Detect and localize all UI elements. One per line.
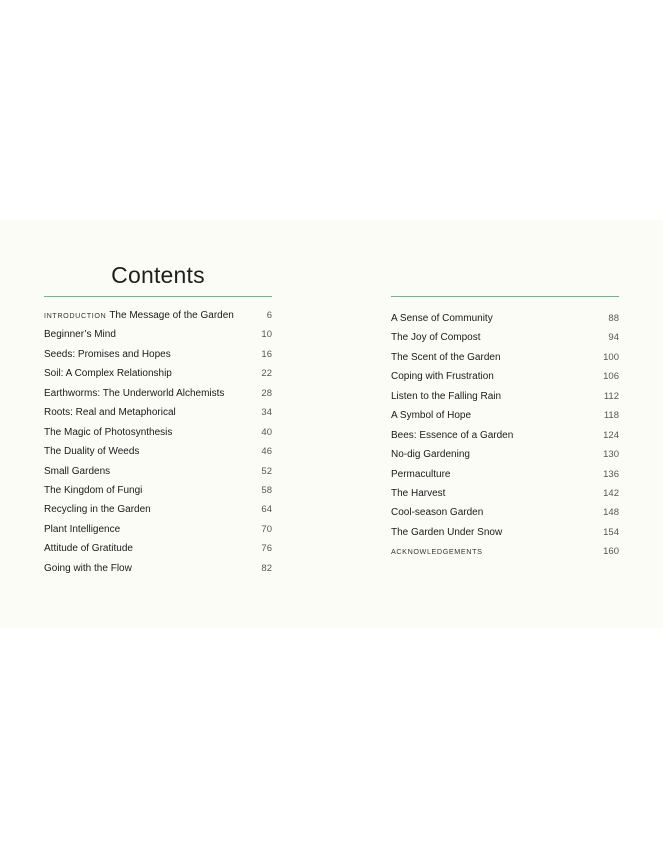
toc-entry-label: No-dig Gardening [391, 449, 470, 461]
toc-entry-label: A Sense of Community [391, 313, 493, 324]
toc-entry-page: 58 [261, 484, 272, 496]
toc-entry-label: Earthworms: The Underworld Alchemists [44, 387, 225, 399]
toc-entry[interactable] [44, 368, 272, 387]
toc-entry-page: 6 [266, 310, 272, 321]
toc-entry-label: Small Gardens [44, 465, 111, 477]
toc-entry[interactable] [391, 488, 619, 507]
toc-entry-label: Seeds: Promises and Hopes [44, 348, 171, 360]
toc-entry[interactable] [44, 543, 272, 562]
toc-entry-label: Plant Intelligence [44, 523, 121, 535]
toc-entry-label: Coping with Frustration [391, 371, 494, 383]
toc-entry-page: 154 [603, 526, 619, 538]
toc-entry-page: 28 [261, 387, 272, 399]
toc-entry-page: 100 [603, 351, 619, 363]
toc-entry[interactable] [391, 371, 619, 390]
toc-entry-prefix: ACKNOWLEDGEMENTS [391, 547, 483, 557]
toc-entry[interactable] [391, 546, 619, 565]
toc-entry-label: Soil: A Complex Relationship [44, 368, 172, 380]
toc-entry-page: 52 [261, 465, 272, 477]
toc-entry-page: 34 [261, 407, 272, 419]
toc-entry[interactable] [44, 329, 272, 348]
title-divider-right [391, 296, 619, 297]
toc-entry-label: Going with the Flow [44, 562, 132, 574]
toc-entry[interactable] [391, 507, 619, 526]
toc-entry[interactable] [391, 352, 619, 371]
toc-entry[interactable] [391, 449, 619, 468]
toc-entry[interactable] [44, 563, 272, 582]
toc-entry-label: The Duality of Weeds [44, 446, 140, 458]
toc-entry[interactable] [391, 410, 619, 429]
toc-entry[interactable] [391, 391, 619, 410]
toc-entry-label: The Joy of Compost [391, 332, 481, 344]
toc-right-column [391, 313, 619, 566]
toc-left-column [44, 310, 272, 582]
toc-entry-label: The Scent of the Garden [391, 351, 501, 363]
toc-entry[interactable] [44, 504, 272, 523]
toc-entry-page: 76 [261, 543, 272, 555]
toc-entry[interactable] [391, 332, 619, 351]
title-divider-left [44, 296, 272, 297]
toc-entry-label: Attitude of Gratitude [44, 543, 133, 555]
toc-entry[interactable] [44, 310, 272, 329]
toc-entry[interactable] [44, 524, 272, 543]
toc-entry-label: Bees: Essence of a Garden [391, 429, 514, 441]
toc-entry-prefix: INTRODUCTION [44, 311, 107, 320]
toc-entry-page: 148 [603, 507, 619, 519]
toc-entry-page: 106 [603, 371, 619, 383]
toc-entry[interactable] [44, 485, 272, 504]
toc-entry-page: 16 [261, 348, 272, 360]
toc-entry-page: 112 [603, 390, 619, 402]
toc-entry-page: 10 [261, 329, 272, 341]
toc-entry-page: 130 [603, 449, 619, 461]
toc-entry[interactable] [391, 313, 619, 332]
toc-entry-page: 124 [603, 429, 619, 441]
page-title: Contents [111, 262, 205, 288]
toc-entry[interactable] [391, 527, 619, 546]
toc-entry-label: The Harvest [391, 487, 446, 499]
toc-entry[interactable] [44, 446, 272, 465]
toc-entry[interactable] [44, 349, 272, 368]
toc-entry-label: Listen to the Falling Rain [391, 390, 502, 402]
toc-entry[interactable] [44, 466, 272, 485]
toc-entry-page: 82 [261, 562, 272, 574]
toc-entry-page: 64 [261, 504, 272, 516]
toc-entry[interactable] [44, 388, 272, 407]
toc-entry-label: A Symbol of Hope [391, 410, 472, 422]
toc-entry-label: The Kingdom of Fungi [44, 484, 143, 496]
toc-entry-label: The Magic of Photosynthesis [44, 426, 173, 438]
toc-entry[interactable] [44, 407, 272, 426]
toc-entry[interactable] [391, 430, 619, 449]
toc-entry-label: Permaculture [391, 468, 451, 480]
toc-entry-label: Beginner’s Mind [44, 329, 116, 341]
toc-entry-label: The Garden Under Snow [391, 526, 503, 538]
toc-entry-page: 22 [261, 368, 272, 380]
toc-entry-page: 160 [603, 546, 619, 558]
toc-entry[interactable] [44, 427, 272, 446]
toc-entry-page: 94 [608, 332, 619, 344]
toc-entry[interactable] [391, 469, 619, 488]
toc-entry-page: 46 [261, 446, 272, 458]
toc-entry-page: 118 [603, 410, 619, 422]
toc-entry-page: 70 [261, 523, 272, 535]
toc-entry-label: Cool-season Garden [391, 507, 484, 519]
toc-entry-page: 142 [603, 487, 619, 499]
toc-entry-label: The Message of the Garden [109, 310, 234, 321]
toc-entry-page: 40 [261, 426, 272, 438]
toc-entry-page: 136 [603, 468, 619, 480]
toc-entry-label: Roots: Real and Metaphorical [44, 407, 176, 419]
toc-entry-page: 88 [608, 313, 619, 324]
toc-entry-label: Recycling in the Garden [44, 504, 151, 516]
